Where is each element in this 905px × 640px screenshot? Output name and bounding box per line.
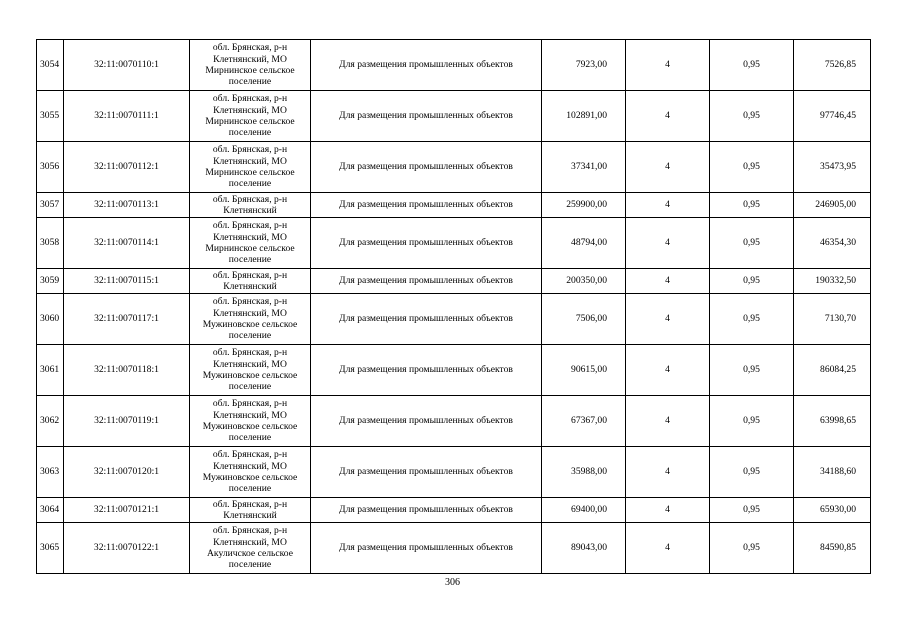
cadastral-number-cell: 32:11:0070117:1 — [64, 294, 190, 345]
row-number-cell: 3061 — [37, 345, 64, 396]
land-use-cell: Для размещения промышленных объектов — [311, 523, 542, 574]
result-value-cell: 7526,85 — [794, 40, 871, 91]
address-line: Клетнянский — [223, 281, 277, 292]
address-line: обл. Брянская, р-н — [212, 144, 288, 156]
coefficient-cell: 0,95 — [710, 142, 794, 193]
land-use-cell: Для размещения промышленных объектов — [311, 142, 542, 193]
table-row — [37, 218, 871, 269]
table-row — [37, 40, 871, 91]
cadastral-cost-cell: 35988,00 — [542, 447, 626, 498]
address-cell — [190, 269, 311, 294]
result-value-cell: 34188,60 — [794, 447, 871, 498]
address-line: Мирнинское сельское — [205, 243, 295, 254]
row-number-cell: 3057 — [37, 193, 64, 218]
address-cell — [190, 142, 311, 193]
land-use-cell: Для размещения промышленных объектов — [311, 40, 542, 91]
result-value-cell: 246905,00 — [794, 193, 871, 218]
coefficient-cell: 0,95 — [710, 218, 794, 269]
address-line: поселение — [228, 127, 272, 139]
coefficient-cell: 0,95 — [710, 523, 794, 574]
row-number-cell: 3065 — [37, 523, 64, 574]
cadastral-number-cell: 32:11:0070113:1 — [64, 193, 190, 218]
address-line: Акуличское сельское — [207, 548, 293, 559]
address-line: поселение — [228, 559, 272, 571]
address-line: Клетнянский — [223, 510, 277, 521]
group-cell: 4 — [626, 142, 710, 193]
result-value-cell: 46354,30 — [794, 218, 871, 269]
address-line: Мужиновское сельское — [202, 370, 298, 381]
row-number-cell: 3060 — [37, 294, 64, 345]
result-value-cell: 7130,70 — [794, 294, 871, 345]
address-line: поселение — [228, 483, 272, 495]
cadastral-cost-cell: 102891,00 — [542, 91, 626, 142]
cadastral-cost-cell: 89043,00 — [542, 523, 626, 574]
land-registry-table — [36, 39, 871, 574]
table-row — [37, 447, 871, 498]
result-value-cell: 65930,00 — [794, 498, 871, 523]
address-line: Мирнинское сельское — [205, 116, 295, 127]
address-line: обл. Брянская, р-н — [212, 42, 288, 54]
coefficient-cell: 0,95 — [710, 91, 794, 142]
table-row — [37, 498, 871, 523]
address-line: Клетнянский, МО — [213, 53, 287, 65]
address-line: обл. Брянская, р-н — [212, 93, 288, 105]
land-use-cell: Для размещения промышленных объектов — [311, 193, 542, 218]
result-value-cell: 97746,45 — [794, 91, 871, 142]
address-line: Клетнянский — [223, 205, 277, 216]
cadastral-number-cell: 32:11:0070120:1 — [64, 447, 190, 498]
table-body — [37, 40, 871, 574]
land-use-cell: Для размещения промышленных объектов — [311, 447, 542, 498]
address-line: обл. Брянская, р-н — [212, 296, 288, 308]
address-line: Мужиновское сельское — [202, 319, 298, 330]
table-row — [37, 396, 871, 447]
address-line: поселение — [228, 178, 272, 190]
address-cell — [190, 193, 311, 218]
result-value-cell: 86084,25 — [794, 345, 871, 396]
group-cell: 4 — [626, 498, 710, 523]
cadastral-cost-cell: 67367,00 — [542, 396, 626, 447]
address-line: обл. Брянская, р-н — [212, 347, 288, 359]
cadastral-number-cell: 32:11:0070115:1 — [64, 269, 190, 294]
group-cell: 4 — [626, 523, 710, 574]
table-row — [37, 345, 871, 396]
address-line: обл. Брянская, р-н — [212, 220, 288, 232]
address-cell — [190, 396, 311, 447]
coefficient-cell: 0,95 — [710, 345, 794, 396]
address-cell — [190, 40, 311, 91]
row-number-cell: 3062 — [37, 396, 64, 447]
cadastral-cost-cell: 259900,00 — [542, 193, 626, 218]
coefficient-cell: 0,95 — [710, 396, 794, 447]
row-number-cell: 3063 — [37, 447, 64, 498]
land-use-cell: Для размещения промышленных объектов — [311, 396, 542, 447]
group-cell: 4 — [626, 294, 710, 345]
address-cell — [190, 523, 311, 574]
table-row — [37, 523, 871, 574]
group-cell: 4 — [626, 91, 710, 142]
address-line: поселение — [228, 254, 272, 266]
address-cell — [190, 447, 311, 498]
address-line: поселение — [228, 432, 272, 444]
page-number: 306 — [445, 577, 460, 588]
coefficient-cell: 0,95 — [710, 193, 794, 218]
result-value-cell: 35473,95 — [794, 142, 871, 193]
group-cell: 4 — [626, 218, 710, 269]
row-number-cell: 3056 — [37, 142, 64, 193]
land-use-cell: Для размещения промышленных объектов — [311, 294, 542, 345]
address-cell — [190, 345, 311, 396]
group-cell: 4 — [626, 40, 710, 91]
address-line: обл. Брянская, р-н — [212, 398, 288, 410]
table-row — [37, 294, 871, 345]
result-value-cell: 190332,50 — [794, 269, 871, 294]
row-number-cell: 3064 — [37, 498, 64, 523]
address-line: Мирнинское сельское — [205, 65, 295, 76]
land-use-cell: Для размещения промышленных объектов — [311, 269, 542, 294]
result-value-cell: 84590,85 — [794, 523, 871, 574]
address-line: поселение — [228, 76, 272, 88]
address-line: обл. Брянская, р-н — [212, 449, 288, 461]
address-line: поселение — [228, 381, 272, 393]
cadastral-cost-cell: 7923,00 — [542, 40, 626, 91]
group-cell: 4 — [626, 193, 710, 218]
address-cell — [190, 498, 311, 523]
cadastral-cost-cell: 48794,00 — [542, 218, 626, 269]
cadastral-cost-cell: 90615,00 — [542, 345, 626, 396]
address-line: поселение — [228, 330, 272, 342]
group-cell: 4 — [626, 345, 710, 396]
table-row — [37, 193, 871, 218]
address-line: Клетнянский, МО — [213, 231, 287, 243]
coefficient-cell: 0,95 — [710, 40, 794, 91]
cadastral-cost-cell: 7506,00 — [542, 294, 626, 345]
address-cell — [190, 91, 311, 142]
group-cell: 4 — [626, 269, 710, 294]
address-line: Мирнинское сельское — [205, 167, 295, 178]
address-line: Клетнянский, МО — [213, 104, 287, 116]
address-line: обл. Брянская, р-н — [212, 525, 288, 537]
cadastral-number-cell: 32:11:0070110:1 — [64, 40, 190, 91]
address-line: Клетнянский, МО — [213, 358, 287, 370]
land-use-cell: Для размещения промышленных объектов — [311, 498, 542, 523]
row-number-cell: 3054 — [37, 40, 64, 91]
land-use-cell: Для размещения промышленных объектов — [311, 345, 542, 396]
cadastral-number-cell: 32:11:0070111:1 — [64, 91, 190, 142]
land-use-cell: Для размещения промышленных объектов — [311, 218, 542, 269]
table-row — [37, 269, 871, 294]
cadastral-number-cell: 32:11:0070121:1 — [64, 498, 190, 523]
cadastral-cost-cell: 200350,00 — [542, 269, 626, 294]
address-cell — [190, 294, 311, 345]
address-cell — [190, 218, 311, 269]
cadastral-number-cell: 32:11:0070122:1 — [64, 523, 190, 574]
address-line: Мужиновское сельское — [202, 421, 298, 432]
coefficient-cell: 0,95 — [710, 447, 794, 498]
address-line: обл. Брянская, р-н — [212, 193, 288, 205]
cadastral-cost-cell: 69400,00 — [542, 498, 626, 523]
coefficient-cell: 0,95 — [710, 269, 794, 294]
land-use-cell: Для размещения промышленных объектов — [311, 91, 542, 142]
address-line: Клетнянский, МО — [213, 155, 287, 167]
coefficient-cell: 0,95 — [710, 498, 794, 523]
cadastral-number-cell: 32:11:0070112:1 — [64, 142, 190, 193]
row-number-cell: 3058 — [37, 218, 64, 269]
address-line: обл. Брянская, р-н — [212, 498, 288, 510]
address-line: Клетнянский, МО — [213, 307, 287, 319]
table-row — [37, 91, 871, 142]
row-number-cell: 3055 — [37, 91, 64, 142]
address-line: Клетнянский, МО — [213, 409, 287, 421]
address-line: Клетнянский, МО — [213, 460, 287, 472]
result-value-cell: 63998,65 — [794, 396, 871, 447]
cadastral-number-cell: 32:11:0070119:1 — [64, 396, 190, 447]
address-line: Мужиновское сельское — [202, 472, 298, 483]
cadastral-number-cell: 32:11:0070118:1 — [64, 345, 190, 396]
row-number-cell: 3059 — [37, 269, 64, 294]
coefficient-cell: 0,95 — [710, 294, 794, 345]
address-line: обл. Брянская, р-н — [212, 269, 288, 281]
group-cell: 4 — [626, 447, 710, 498]
cadastral-cost-cell: 37341,00 — [542, 142, 626, 193]
address-line: Клетнянский, МО — [213, 536, 287, 548]
group-cell: 4 — [626, 396, 710, 447]
table-row — [37, 142, 871, 193]
cadastral-number-cell: 32:11:0070114:1 — [64, 218, 190, 269]
